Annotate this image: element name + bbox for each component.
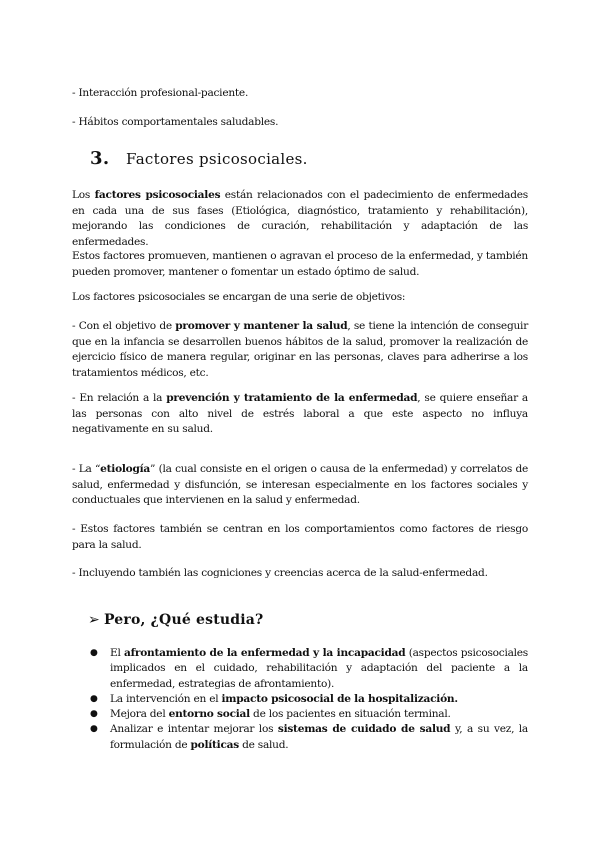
- section-heading: [90, 148, 308, 169]
- bullet-dot-icon: ●: [90, 693, 98, 704]
- section-title: Factores psicosociales.: [126, 150, 308, 168]
- list-item: ● Mejora del entorno social de los pacientes en situación terminal.: [90, 707, 528, 722]
- objective-cognitions: - Incluyendo también las cogniciones y creencias acerca de la salud-enfermedad.: [72, 567, 488, 579]
- bullet-dot-icon: ●: [90, 709, 98, 720]
- objective-prevention: - En relación a la prevención y tratamiento de la enfermedad, se quiere enseñar a las personas con alto nivel de estrés laboral a que este aspecto no influya negativamente en su salud.: [72, 392, 528, 435]
- subheading-title: Pero, ¿Qué estudia?: [103, 612, 264, 628]
- paragraph-intro: Los factores psicosociales están relacionados con el padecimiento de enfermedades en cada una de sus fases (Etiológica, diagnóstico, tratamiento y rehabilitación), mejorando las condiciones de curación, rehabilitación y adaptación de las enfermedades.: [72, 189, 528, 248]
- section-number: 3.: [90, 148, 110, 169]
- bullet-dot-icon: ●: [90, 724, 98, 735]
- paragraph-promote: Estos factores promueven, mantienen o agravan el proceso de la enfermedad, y también pueden promover, mantener o fomentar un estado óptimo de salud.: [72, 250, 528, 278]
- subheading-pero: [88, 612, 263, 628]
- objective-promote-health: - Con el objetivo de promover y mantener la salud, se tiene la intención de conseguir que en la infancia se desarrollen buenos hábitos de la salud, promover la realización de ejercicio físico de manera regular, originar en las personas, claves para adherirse a los tratamientos médicos, etc.: [72, 320, 529, 379]
- objective-risk: - Estos factores también se centran en los comportamientos como factores de riesgo para la salud.: [72, 523, 528, 551]
- study-list: [90, 646, 528, 753]
- line-interaccion: - Interacción profesional-paciente.: [72, 87, 249, 99]
- paragraph-objectives: Los factores psicosociales se encargan de una serie de objetivos:: [72, 291, 406, 303]
- list-item: ● La intervención en el impacto psicosocial de la hospitalización.: [90, 692, 528, 707]
- arrow-bullet-icon: ➢: [88, 612, 100, 628]
- bullet-dot-icon: ●: [90, 648, 98, 658]
- objective-etiology: - La “etiología” (la cual consiste en el origen o causa de la enfermedad) y correlatos de salud, enfermedad y disfunción, se interesan especialmente en los factores sociales y conductuales que intervienen en la salud y enfermedad.: [72, 463, 528, 506]
- line-habitos: - Hábitos comportamentales saludables.: [72, 116, 279, 128]
- list-item: ● El afrontamiento de la enfermedad y la incapacidad (aspectos psicosociales implicados en el cuidado, rehabilitación y adaptación del paciente a la enfermedad, estrategias de afrontamiento).: [90, 647, 528, 690]
- list-item: ● Analizar e intentar mejorar los sistemas de cuidado de salud y, a su vez, la formulación de políticas de salud.: [90, 723, 529, 751]
